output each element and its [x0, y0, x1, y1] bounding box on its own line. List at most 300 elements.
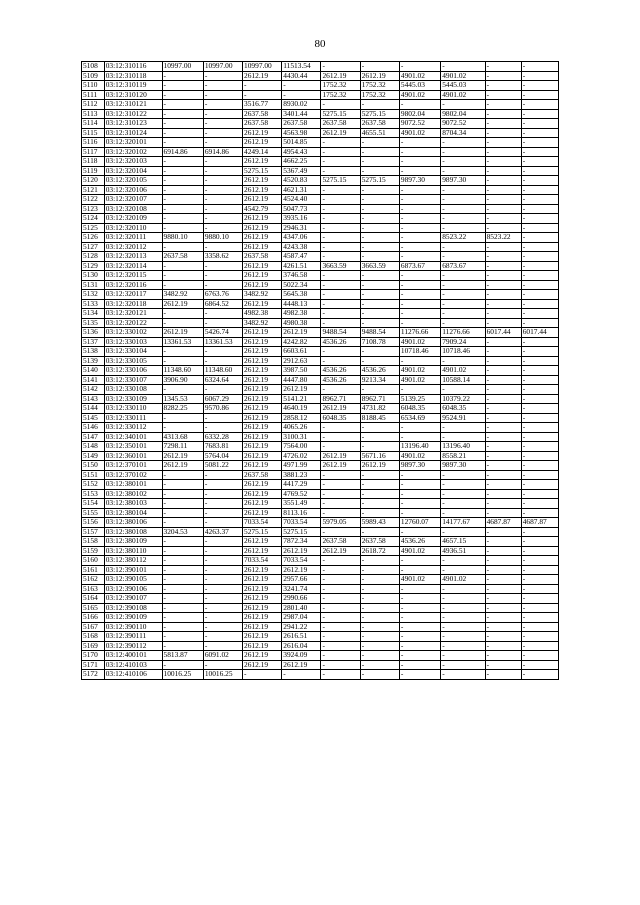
value-cell: 2612.19 [243, 347, 282, 357]
value-cell: - [162, 556, 203, 566]
row-number-cell: 5133 [82, 299, 105, 309]
code-cell: 03:12:410106 [104, 670, 162, 680]
value-cell: - [485, 157, 521, 167]
table-row [82, 489, 559, 499]
value-cell: - [321, 527, 360, 537]
value-cell: 2637.58 [243, 109, 282, 119]
value-cell: - [162, 423, 203, 433]
value-cell: - [162, 157, 203, 167]
value-cell: - [203, 470, 242, 480]
table-row [82, 337, 559, 347]
code-cell: 03:12:370102 [104, 470, 162, 480]
value-cell: 11348.60 [203, 366, 242, 376]
value-cell: 5813.87 [162, 651, 203, 661]
value-cell: 2612.19 [243, 261, 282, 271]
value-cell: - [399, 641, 440, 651]
value-cell: - [441, 584, 485, 594]
value-cell: - [203, 100, 242, 110]
value-cell: - [399, 594, 440, 604]
value-cell: - [399, 309, 440, 319]
value-cell: - [441, 556, 485, 566]
code-cell: 03:12:330108 [104, 385, 162, 395]
value-cell: 5989.43 [360, 518, 399, 528]
row-number-cell: 5142 [82, 385, 105, 395]
value-cell: 3551.49 [282, 499, 321, 509]
value-cell: - [485, 451, 521, 461]
value-cell: 9213.34 [360, 375, 399, 385]
value-cell: - [485, 575, 521, 585]
value-cell: - [162, 622, 203, 632]
value-cell: 3482.92 [243, 290, 282, 300]
value-cell: - [321, 157, 360, 167]
value-cell: 2612.19 [282, 660, 321, 670]
row-number-cell: 5123 [82, 204, 105, 214]
value-cell: - [203, 565, 242, 575]
value-cell: 2612.19 [162, 461, 203, 471]
value-cell: 6332.28 [203, 432, 242, 442]
row-number-cell: 5166 [82, 613, 105, 623]
value-cell: 2612.19 [243, 385, 282, 395]
value-cell: - [441, 299, 485, 309]
value-cell: - [321, 356, 360, 366]
value-cell: 5426.74 [203, 328, 242, 338]
value-cell: - [399, 385, 440, 395]
value-cell: - [521, 109, 558, 119]
value-cell: - [203, 109, 242, 119]
value-cell: 13196.40 [441, 442, 485, 452]
value-cell: 9897.30 [441, 461, 485, 471]
value-cell: - [162, 71, 203, 81]
value-cell: - [521, 119, 558, 129]
value-cell: - [321, 100, 360, 110]
value-cell: - [399, 508, 440, 518]
value-cell: 2637.58 [360, 537, 399, 547]
value-cell: - [360, 423, 399, 433]
value-cell: - [203, 594, 242, 604]
value-cell: - [485, 347, 521, 357]
value-cell: - [521, 480, 558, 490]
table-row [82, 603, 559, 613]
value-cell: 2957.66 [282, 575, 321, 585]
value-cell: - [360, 613, 399, 623]
value-cell: 2612.19 [243, 138, 282, 148]
value-cell: - [399, 318, 440, 328]
value-cell: 4982.38 [243, 309, 282, 319]
value-cell: 4901.02 [441, 366, 485, 376]
row-number-cell: 5131 [82, 280, 105, 290]
value-cell: 10379.22 [441, 394, 485, 404]
table-row [82, 470, 559, 480]
value-cell: - [321, 480, 360, 490]
value-cell: - [521, 62, 558, 72]
row-number-cell: 5137 [82, 337, 105, 347]
value-cell: - [521, 318, 558, 328]
value-cell: - [441, 670, 485, 680]
code-cell: 03:12:340101 [104, 432, 162, 442]
code-cell: 03:12:320104 [104, 166, 162, 176]
value-cell: - [521, 147, 558, 157]
value-cell: 2612.19 [243, 176, 282, 186]
value-cell: - [321, 651, 360, 661]
value-cell: 9488.54 [360, 328, 399, 338]
value-cell: 2637.58 [321, 537, 360, 547]
table-row [82, 71, 559, 81]
row-number-cell: 5151 [82, 470, 105, 480]
value-cell: - [441, 565, 485, 575]
value-cell: 5764.04 [203, 451, 242, 461]
value-cell: 2616.04 [282, 641, 321, 651]
value-cell: - [521, 195, 558, 205]
value-cell: - [485, 584, 521, 594]
value-cell: - [441, 280, 485, 290]
row-number-cell: 5160 [82, 556, 105, 566]
value-cell: - [360, 622, 399, 632]
value-cell: - [162, 508, 203, 518]
value-cell: - [203, 318, 242, 328]
value-cell: 2612.19 [243, 508, 282, 518]
value-cell: - [441, 242, 485, 252]
value-cell: 6603.61 [282, 347, 321, 357]
value-cell: - [203, 508, 242, 518]
value-cell: - [399, 556, 440, 566]
code-cell: 03:12:310122 [104, 109, 162, 119]
row-number-cell: 5134 [82, 309, 105, 319]
value-cell: 3482.92 [162, 290, 203, 300]
value-cell: - [441, 480, 485, 490]
value-cell: - [485, 100, 521, 110]
value-cell: - [485, 337, 521, 347]
value-cell: 6873.67 [399, 261, 440, 271]
value-cell: - [162, 109, 203, 119]
value-cell: 2612.19 [360, 71, 399, 81]
value-cell: - [441, 185, 485, 195]
value-cell: 6091.02 [203, 651, 242, 661]
value-cell: - [521, 299, 558, 309]
value-cell: - [162, 632, 203, 642]
value-cell: - [321, 613, 360, 623]
value-cell: 4901.02 [441, 90, 485, 100]
value-cell: - [162, 489, 203, 499]
value-cell: - [521, 214, 558, 224]
value-cell: - [399, 214, 440, 224]
value-cell: - [162, 537, 203, 547]
row-number-cell: 5128 [82, 252, 105, 262]
value-cell: - [485, 480, 521, 490]
value-cell: 2612.19 [243, 375, 282, 385]
row-number-cell: 5125 [82, 223, 105, 233]
table-row [82, 347, 559, 357]
table-row [82, 157, 559, 167]
code-cell: 03:12:330110 [104, 404, 162, 414]
row-number-cell: 5120 [82, 176, 105, 186]
value-cell: - [521, 261, 558, 271]
row-number-cell: 5149 [82, 451, 105, 461]
code-cell: 03:12:320115 [104, 271, 162, 281]
value-cell: - [521, 375, 558, 385]
value-cell: 4417.29 [282, 480, 321, 490]
value-cell: - [441, 594, 485, 604]
value-cell: 2612.19 [321, 71, 360, 81]
row-number-cell: 5144 [82, 404, 105, 414]
value-cell: - [162, 119, 203, 129]
value-cell: 13361.53 [162, 337, 203, 347]
table-row [82, 271, 559, 281]
row-number-cell: 5147 [82, 432, 105, 442]
value-cell: 4901.02 [441, 71, 485, 81]
value-cell: 6048.35 [441, 404, 485, 414]
value-cell: - [521, 128, 558, 138]
table-row [82, 461, 559, 471]
value-cell: 4769.52 [282, 489, 321, 499]
value-cell: - [360, 204, 399, 214]
row-number-cell: 5146 [82, 423, 105, 433]
value-cell: - [321, 470, 360, 480]
row-number-cell: 5155 [82, 508, 105, 518]
value-cell: 6067.29 [203, 394, 242, 404]
value-cell: - [162, 90, 203, 100]
value-cell: - [321, 299, 360, 309]
row-number-cell: 5168 [82, 632, 105, 642]
value-cell: - [521, 527, 558, 537]
value-cell: - [321, 280, 360, 290]
value-cell: 2637.58 [360, 119, 399, 129]
value-cell: - [521, 385, 558, 395]
value-cell: 3204.53 [162, 527, 203, 537]
value-cell: - [321, 565, 360, 575]
code-cell: 03:12:370101 [104, 461, 162, 471]
row-number-cell: 5132 [82, 290, 105, 300]
table-row [82, 185, 559, 195]
value-cell: - [203, 423, 242, 433]
value-cell: - [399, 603, 440, 613]
value-cell: 5445.03 [399, 81, 440, 91]
value-cell: - [521, 603, 558, 613]
value-cell: 2801.40 [282, 603, 321, 613]
value-cell: 4662.25 [282, 157, 321, 167]
value-cell: - [485, 423, 521, 433]
value-cell: 2612.19 [360, 461, 399, 471]
value-cell: - [485, 489, 521, 499]
row-number-cell: 5119 [82, 166, 105, 176]
value-cell: 9488.54 [321, 328, 360, 338]
value-cell: - [521, 584, 558, 594]
table-row [82, 423, 559, 433]
table-row [82, 518, 559, 528]
table-row [82, 128, 559, 138]
value-cell: 4520.83 [282, 176, 321, 186]
value-cell: - [360, 233, 399, 243]
value-cell: - [282, 81, 321, 91]
row-number-cell: 5118 [82, 157, 105, 167]
value-cell: - [203, 81, 242, 91]
value-cell: - [485, 309, 521, 319]
value-cell: 4901.02 [399, 375, 440, 385]
value-cell: - [321, 214, 360, 224]
value-cell: 8558.21 [441, 451, 485, 461]
code-cell: 03:12:330112 [104, 423, 162, 433]
value-cell: - [521, 651, 558, 661]
table-row [82, 641, 559, 651]
value-cell: 4448.13 [282, 299, 321, 309]
code-cell: 03:12:390107 [104, 594, 162, 604]
value-cell: - [360, 470, 399, 480]
value-cell: - [485, 185, 521, 195]
row-number-cell: 5108 [82, 62, 105, 72]
value-cell: - [203, 632, 242, 642]
value-cell: 2612.19 [243, 622, 282, 632]
value-cell: 5445.03 [441, 81, 485, 91]
table-body [82, 62, 559, 680]
value-cell: 2990.66 [282, 594, 321, 604]
value-cell: - [521, 271, 558, 281]
value-cell: 4536.26 [360, 366, 399, 376]
value-cell: 2612.19 [243, 641, 282, 651]
value-cell: - [321, 575, 360, 585]
value-cell: - [321, 622, 360, 632]
value-cell: - [521, 546, 558, 556]
value-cell: 10997.00 [203, 62, 242, 72]
table-row [82, 328, 559, 338]
table-row [82, 537, 559, 547]
value-cell: - [360, 556, 399, 566]
value-cell: - [162, 185, 203, 195]
value-cell: - [360, 280, 399, 290]
value-cell: - [485, 299, 521, 309]
row-number-cell: 5113 [82, 109, 105, 119]
code-cell: 03:12:390106 [104, 584, 162, 594]
code-cell: 03:12:390110 [104, 622, 162, 632]
value-cell: 4901.02 [399, 90, 440, 100]
value-cell: 2612.19 [321, 451, 360, 461]
value-cell: 2612.19 [243, 128, 282, 138]
value-cell: - [321, 166, 360, 176]
value-cell: - [485, 280, 521, 290]
value-cell: - [485, 641, 521, 651]
value-cell: - [321, 385, 360, 395]
value-cell: 2612.19 [162, 299, 203, 309]
value-cell: - [203, 518, 242, 528]
value-cell: 9897.30 [441, 176, 485, 186]
value-cell: - [485, 290, 521, 300]
value-cell: 6324.64 [203, 375, 242, 385]
value-cell: 2858.12 [282, 413, 321, 423]
value-cell: - [485, 651, 521, 661]
value-cell: 11348.60 [162, 366, 203, 376]
value-cell: 2612.19 [243, 537, 282, 547]
value-cell: 4901.02 [399, 71, 440, 81]
value-cell: - [485, 147, 521, 157]
value-cell: - [243, 90, 282, 100]
row-number-cell: 5111 [82, 90, 105, 100]
code-cell: 03:12:390108 [104, 603, 162, 613]
value-cell: 2612.19 [282, 385, 321, 395]
value-cell: - [399, 432, 440, 442]
value-cell: - [162, 385, 203, 395]
code-cell: 03:12:380112 [104, 556, 162, 566]
value-cell: 7033.54 [243, 556, 282, 566]
value-cell: - [203, 157, 242, 167]
row-number-cell: 5167 [82, 622, 105, 632]
row-number-cell: 5170 [82, 651, 105, 661]
table-row [82, 299, 559, 309]
table-row [82, 632, 559, 642]
value-cell: 2612.19 [282, 328, 321, 338]
value-cell: 4901.02 [399, 451, 440, 461]
value-cell: 9570.86 [203, 404, 242, 414]
value-cell: 4242.82 [282, 337, 321, 347]
value-cell: - [399, 138, 440, 148]
value-cell: - [485, 375, 521, 385]
table-row [82, 670, 559, 680]
value-cell: - [441, 356, 485, 366]
value-cell: - [485, 603, 521, 613]
value-cell: - [399, 299, 440, 309]
value-cell: 2612.19 [243, 71, 282, 81]
value-cell: - [441, 423, 485, 433]
value-cell: - [360, 632, 399, 642]
code-cell: 03:12:330109 [104, 394, 162, 404]
value-cell: - [485, 166, 521, 176]
value-cell: - [203, 138, 242, 148]
value-cell: - [485, 195, 521, 205]
value-cell: - [485, 660, 521, 670]
value-cell: - [521, 432, 558, 442]
code-cell: 03:12:310118 [104, 71, 162, 81]
value-cell: 10718.46 [441, 347, 485, 357]
value-cell: 2612.19 [243, 185, 282, 195]
value-cell: 4726.02 [282, 451, 321, 461]
value-cell: 13196.40 [399, 442, 440, 452]
value-cell: 2612.19 [243, 404, 282, 414]
value-cell: - [399, 280, 440, 290]
table-row [82, 204, 559, 214]
value-cell: 3881.23 [282, 470, 321, 480]
code-cell: 03:12:320111 [104, 233, 162, 243]
code-cell: 03:12:360101 [104, 451, 162, 461]
value-cell: - [485, 385, 521, 395]
value-cell: - [521, 81, 558, 91]
value-cell: 4731.82 [360, 404, 399, 414]
value-cell: - [485, 90, 521, 100]
value-cell: 2987.04 [282, 613, 321, 623]
value-cell: 8113.16 [282, 508, 321, 518]
value-cell: - [441, 138, 485, 148]
value-cell: - [521, 280, 558, 290]
value-cell: 4536.26 [321, 337, 360, 347]
table-row [82, 660, 559, 670]
value-cell: - [521, 347, 558, 357]
value-cell: - [485, 413, 521, 423]
value-cell: - [321, 147, 360, 157]
value-cell: 6914.86 [162, 147, 203, 157]
value-cell: 3746.58 [282, 271, 321, 281]
value-cell: - [360, 480, 399, 490]
row-number-cell: 5139 [82, 356, 105, 366]
code-cell: 03:12:310116 [104, 62, 162, 72]
value-cell: - [521, 166, 558, 176]
value-cell: - [360, 223, 399, 233]
value-cell: - [521, 670, 558, 680]
value-cell: - [441, 385, 485, 395]
value-cell: 8282.25 [162, 404, 203, 414]
table-row [82, 109, 559, 119]
value-cell: - [360, 442, 399, 452]
row-number-cell: 5109 [82, 71, 105, 81]
value-cell: - [203, 223, 242, 233]
value-cell: 12760.07 [399, 518, 440, 528]
value-cell: 2612.19 [243, 451, 282, 461]
value-cell: - [162, 641, 203, 651]
